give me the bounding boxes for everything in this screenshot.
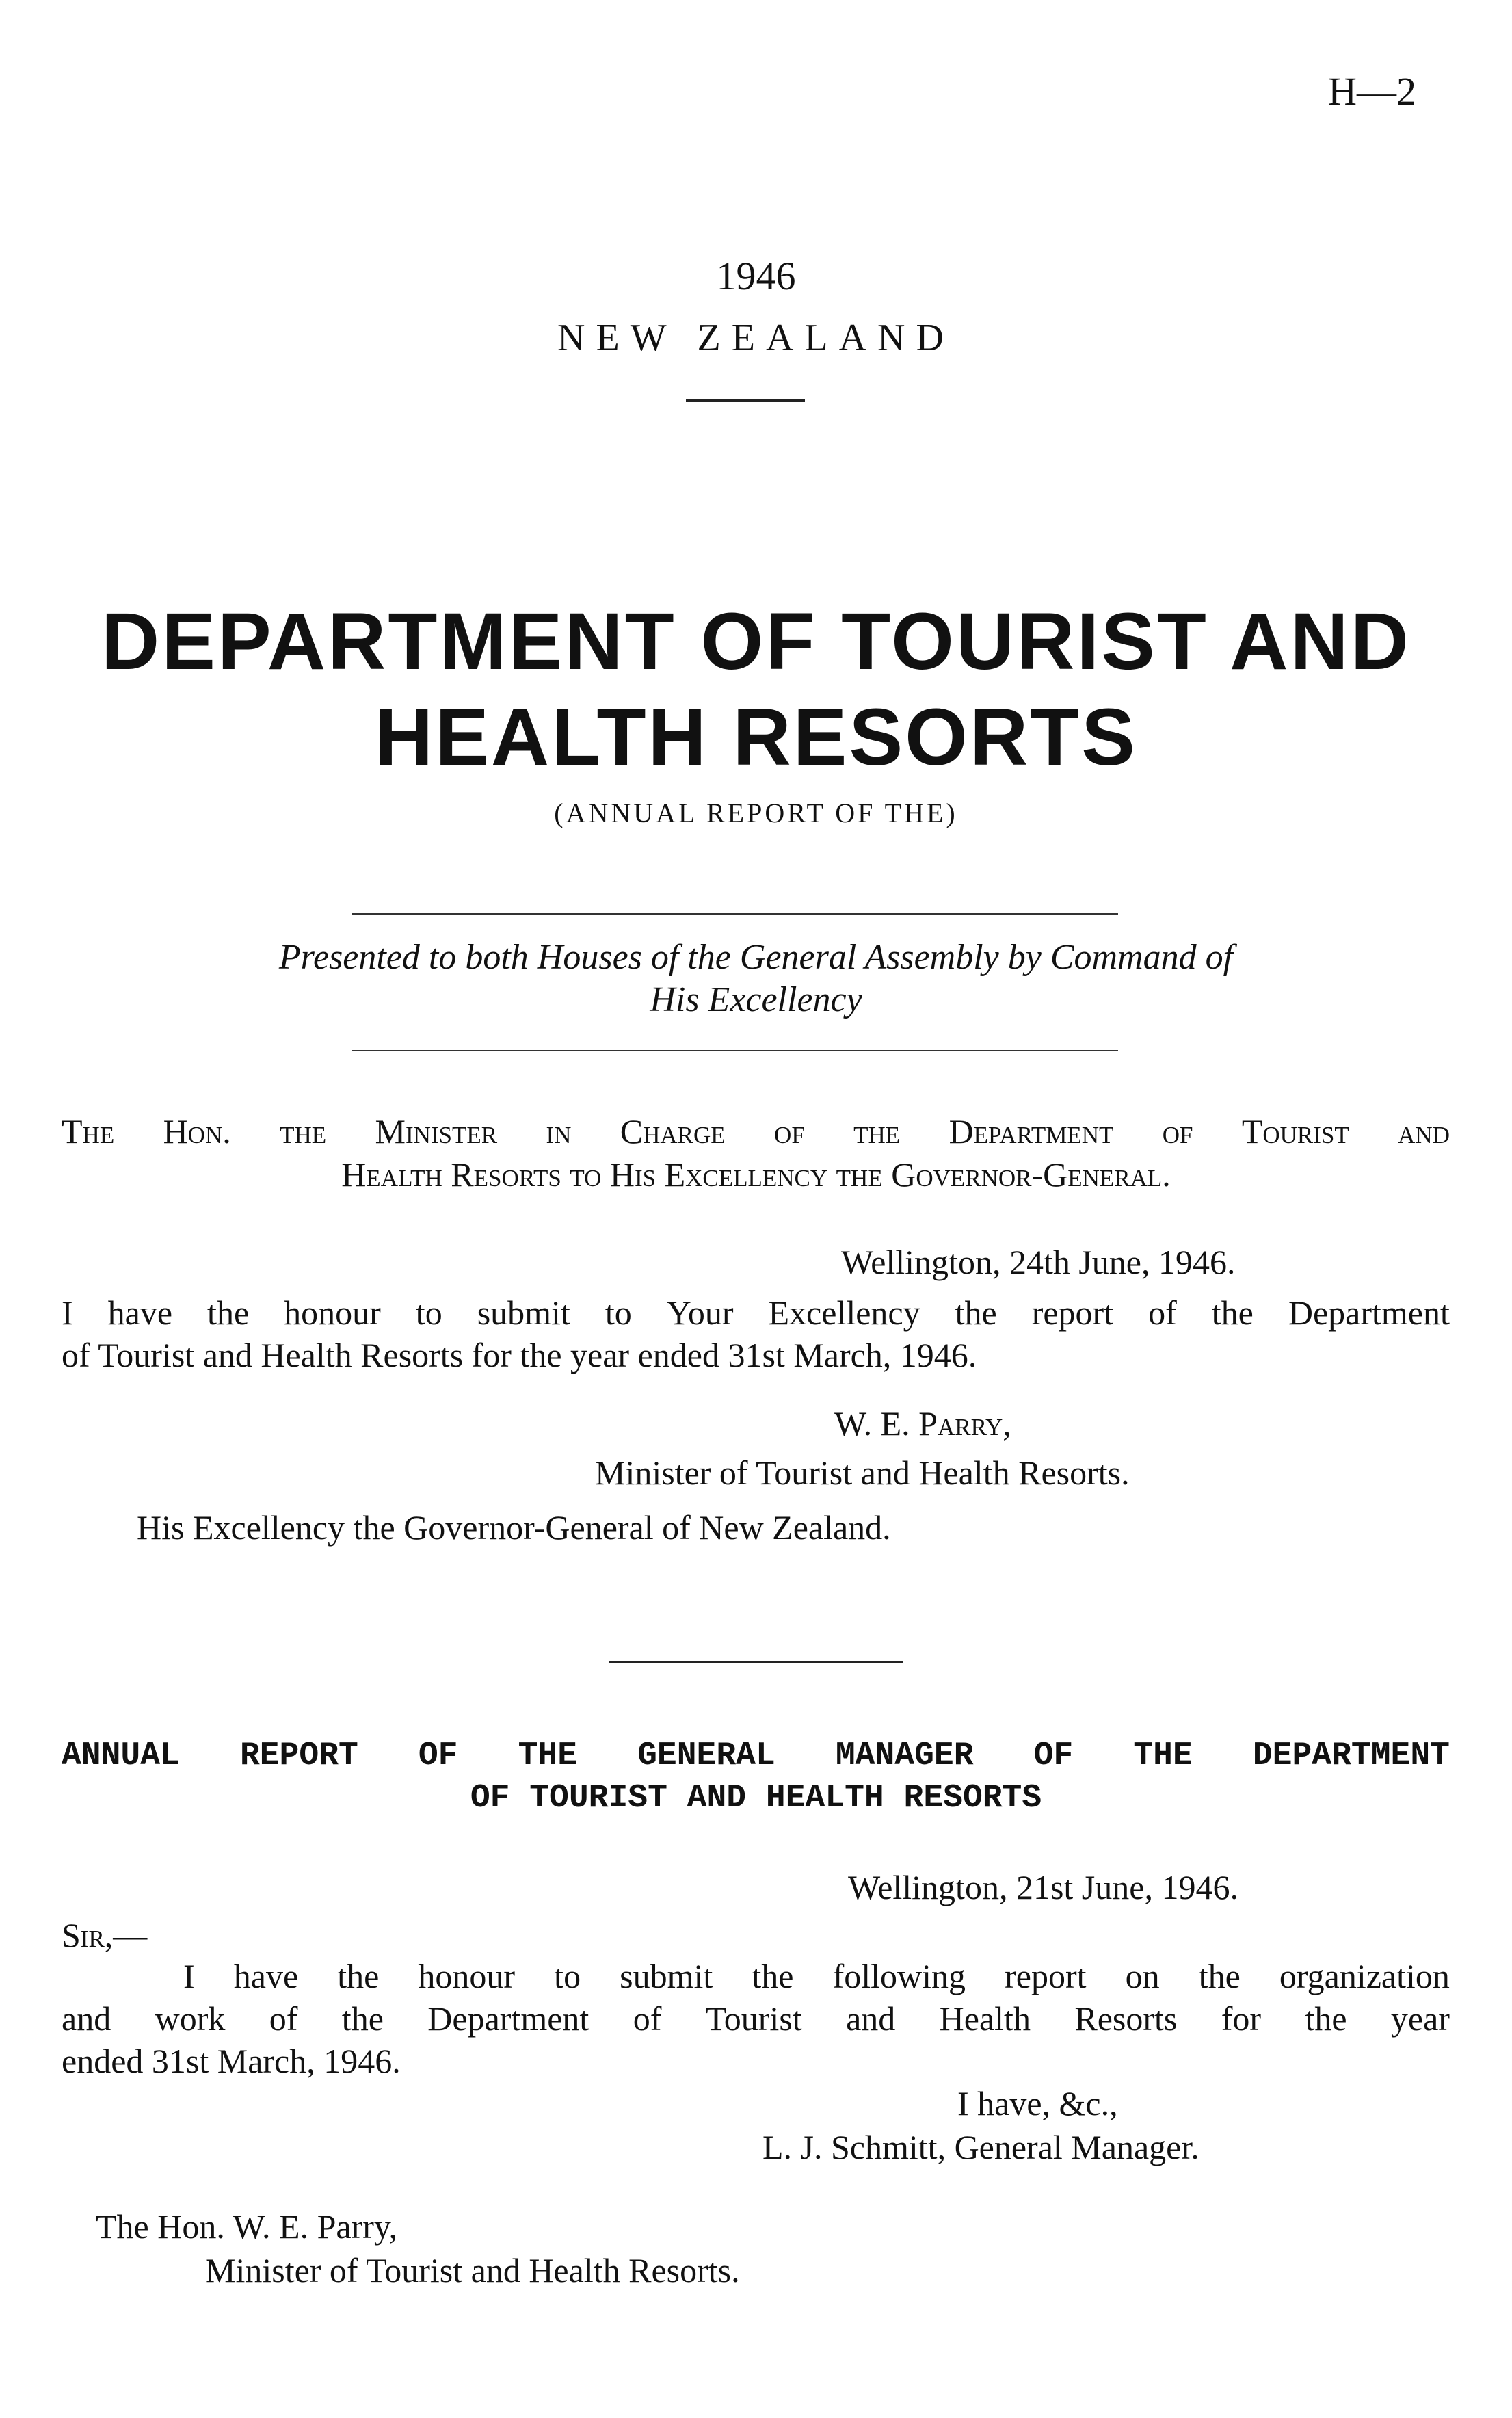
word: the bbox=[752, 1957, 794, 1995]
word: THE bbox=[518, 1737, 578, 1774]
transmittal-letter-line-1 bbox=[62, 1293, 1450, 1332]
word: to bbox=[415, 1293, 442, 1332]
report-closing: I have, &c., bbox=[957, 2084, 1118, 2123]
word: Charge bbox=[620, 1112, 726, 1151]
word: the bbox=[1211, 1293, 1254, 1332]
word: have bbox=[107, 1293, 173, 1332]
word: Minister bbox=[375, 1112, 498, 1151]
minister-signature-name: W. E. Parry, bbox=[834, 1404, 1011, 1443]
report-body-line-1 bbox=[183, 1956, 1450, 1996]
word: GENERAL bbox=[637, 1737, 775, 1774]
word: ANNUAL bbox=[62, 1737, 180, 1774]
report-addressee-line-2: Minister of Tourist and Health Resorts. bbox=[205, 2251, 740, 2289]
word: of bbox=[1148, 1293, 1177, 1332]
word: to bbox=[554, 1957, 581, 1995]
report-date: Wellington, 21st June, 1946. bbox=[848, 1868, 1238, 1906]
word: the bbox=[1198, 1957, 1241, 1995]
word: I bbox=[62, 1293, 73, 1332]
word: Your bbox=[666, 1293, 734, 1332]
report-heading-line-2: OF TOURIST AND HEALTH RESORTS bbox=[470, 1780, 1042, 1817]
header-divider bbox=[686, 399, 805, 402]
transmittal-date: Wellington, 24th June, 1946. bbox=[841, 1243, 1236, 1281]
word: work bbox=[155, 1999, 226, 2038]
report-addressee-line-1: The Hon. W. E. Parry, bbox=[96, 2207, 398, 2246]
presented-bottom-rule bbox=[352, 1050, 1118, 1051]
word: and bbox=[1398, 1112, 1450, 1151]
word: of bbox=[633, 1999, 662, 2038]
word: report bbox=[1005, 1957, 1087, 1995]
word: the bbox=[341, 1999, 384, 2038]
word: I bbox=[183, 1957, 195, 1995]
word: Health bbox=[939, 1999, 1031, 2038]
word: the bbox=[1305, 1999, 1347, 2038]
presented-top-rule bbox=[352, 913, 1118, 915]
word: on bbox=[1125, 1957, 1160, 1995]
report-body-line-2 bbox=[62, 1999, 1450, 2038]
presented-line-2: His Excellency bbox=[650, 980, 862, 1019]
word: the bbox=[280, 1112, 327, 1151]
main-title-line-1: DEPARTMENT OF TOURIST AND bbox=[101, 596, 1411, 687]
main-title-line-2: HEALTH RESORTS bbox=[375, 692, 1137, 783]
word: of bbox=[1162, 1112, 1193, 1151]
word: Department bbox=[1288, 1293, 1450, 1332]
report-heading-line-1 bbox=[62, 1737, 1450, 1774]
word: Department bbox=[427, 1999, 589, 2038]
word: to bbox=[605, 1293, 632, 1332]
section-divider bbox=[609, 1661, 903, 1663]
word: Tourist bbox=[705, 1999, 802, 2038]
word: in bbox=[546, 1112, 572, 1151]
word: the bbox=[853, 1112, 901, 1151]
word: Resorts bbox=[1074, 1999, 1178, 2038]
report-salutation: Sir,— bbox=[62, 1916, 148, 1954]
word: OF bbox=[1033, 1737, 1074, 1774]
word: following bbox=[832, 1957, 966, 1995]
publication-year: 1946 bbox=[716, 254, 796, 298]
word: submit bbox=[620, 1957, 713, 1995]
word: DEPARTMENT bbox=[1252, 1737, 1450, 1774]
word: the bbox=[955, 1293, 997, 1332]
report-body-line-3: ended 31st March, 1946. bbox=[62, 2042, 401, 2080]
word: OF bbox=[418, 1737, 458, 1774]
word: honour bbox=[418, 1957, 516, 1995]
word: have bbox=[233, 1957, 299, 1995]
country-heading: NEW ZEALAND bbox=[557, 317, 955, 359]
word: submit bbox=[477, 1293, 570, 1332]
word: Hon. bbox=[163, 1112, 231, 1151]
word: Tourist bbox=[1241, 1112, 1349, 1151]
word: and bbox=[846, 1999, 896, 2038]
transmittal-addressee: His Excellency the Governor-General of New Zealand. bbox=[137, 1508, 891, 1547]
word: of bbox=[269, 1999, 298, 2038]
general-manager-signature: L. J. Schmitt, General Manager. bbox=[762, 2128, 1199, 2166]
word: report bbox=[1031, 1293, 1114, 1332]
word: and bbox=[62, 1999, 111, 2038]
word: Excellency bbox=[768, 1293, 920, 1332]
word: organization bbox=[1279, 1957, 1450, 1995]
word: of bbox=[774, 1112, 805, 1151]
word: THE bbox=[1133, 1737, 1193, 1774]
presented-line-1: Presented to both Houses of the General Assembly by Command of bbox=[278, 938, 1234, 977]
transmittal-letter-line-2: of Tourist and Health Resorts for the year ended 31st March, 1946. bbox=[62, 1336, 977, 1374]
word: the bbox=[207, 1293, 250, 1332]
transmittal-heading-line-2: Health Resorts to His Excellency the Governor-General. bbox=[341, 1155, 1171, 1194]
subtitle: (ANNUAL REPORT OF THE) bbox=[554, 798, 958, 828]
word: honour bbox=[284, 1293, 381, 1332]
minister-signature-title: Minister of Tourist and Health Resorts. bbox=[595, 1454, 1130, 1492]
word: the bbox=[337, 1957, 380, 1995]
word: for bbox=[1221, 1999, 1262, 2038]
word: year bbox=[1390, 1999, 1450, 2038]
word: REPORT bbox=[239, 1737, 358, 1774]
word: Department bbox=[949, 1112, 1114, 1151]
word: The bbox=[62, 1112, 115, 1151]
word: MANAGER bbox=[835, 1737, 974, 1774]
transmittal-heading-line-1 bbox=[62, 1112, 1450, 1151]
page-number: H—2 bbox=[1328, 69, 1416, 114]
